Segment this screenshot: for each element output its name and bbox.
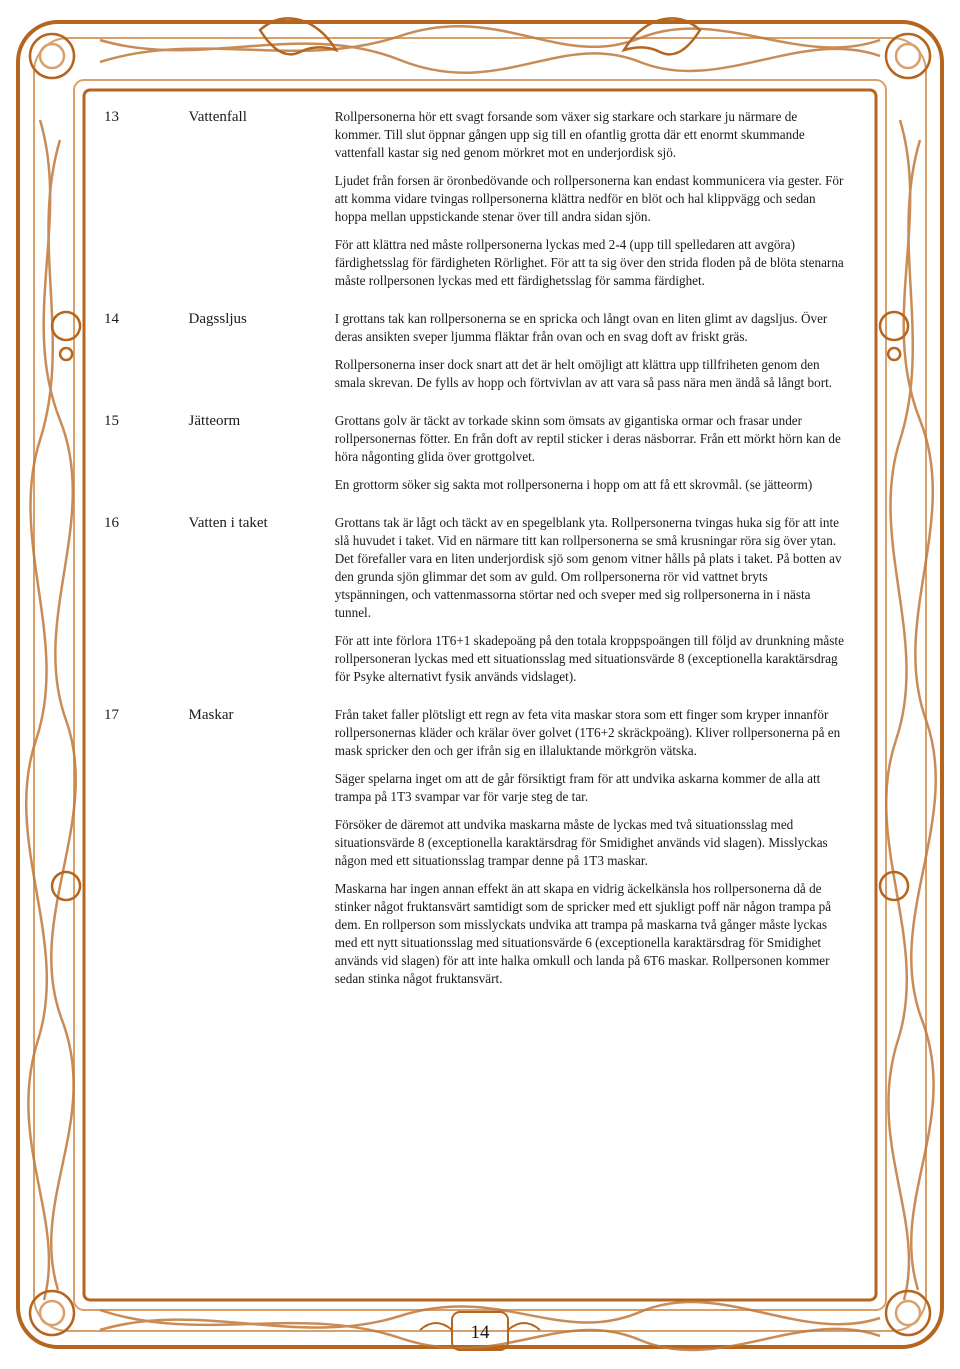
entry-description	[335, 310, 844, 392]
entry-number: 15	[104, 413, 119, 429]
table-row-14	[104, 310, 844, 392]
entry-number: 17	[104, 707, 119, 723]
entry-number: 14	[104, 311, 119, 327]
paragraph: Ljudet från forsen är öronbedövande och rollpersonerna kan endast kommunicera via gester. För att komma vidare tvingas rollpersonerna klättra nedför en blöt och hal klippvägg och sedan hoppa mellan uppstickande stenar över till andra sidan sjön.	[334, 173, 844, 224]
entry-number: 13	[104, 109, 119, 125]
paragraph: Rollpersonerna inser dock snart att det är helt omöjligt att klättra upp tillfriheten genom den smala skrevan. De fylls av hopp och förtvivlan av att vara så pass nära men ändå så långt bort.	[334, 357, 833, 390]
entry-description	[335, 514, 844, 686]
paragraph: För att klättra ned måste rollpersonerna lyckas med 2-4 (upp till spelledaren att avgöra) färdighetsslag för färdigheten Rörlighet. För att ta sig över den strida floden på de blöta stenarna måste rollpersonen lyckas med ett färdighetsslag för samma färdighet.	[334, 237, 844, 288]
paragraph: För att inte förlora 1T6+1 skadepoäng på den totala kroppspoängen till följd av drunkning måste rollpersoneran lyckas med ett situationsslag med situationsvärde 8 (exceptionella karaktärsdrag för Psyke alternativt fysik används vidslaget).	[334, 633, 844, 684]
entry-name: Jätteorm	[188, 413, 241, 429]
entry-name: Maskar	[188, 707, 234, 723]
table-row-17	[104, 706, 844, 988]
paragraph: Säger spelarna inget om att de går försiktigt fram för att undvika askarna kommer de alla att trampa på 1T3 svampar var för varje steg de tar.	[334, 771, 821, 804]
paragraph: En grottorm söker sig sakta mot rollpersonerna i hopp om att få ett skrovmål. (se jätteorm)	[334, 477, 813, 492]
entry-name: Vatten i taket	[188, 515, 268, 531]
table-row-15	[104, 412, 844, 494]
entry-description	[335, 706, 844, 988]
entry-name: Vattenfall	[188, 109, 247, 125]
paragraph: Maskarna har ingen annan effekt än att skapa en vidrig äckelkänsla hos rollpersonerna då de stinker något fruktansvärt samtidigt som de spricker med ett sjukligt poff när någon trampa på dem. En rollperson som misslyckats undvika att trampa på maskarna två gånger måste lyckas med ett nytt situationsslag med situationsvärde 6 (exceptionella karaktärsdrag för Smidighet används vid slagen) för att inte halka omkull och landa på 6T6 maskar. Rollpersonen kommer sedan stinka något fruktansvärt.	[334, 881, 832, 986]
table-row-16	[104, 514, 844, 686]
paragraph: I grottans tak kan rollpersonerna se en spricka och långt ovan en liten glimt av dagsljus. Över deras ansikten sveper ljumma fläktar från ovan och en svag doft av friskt gräs.	[334, 311, 828, 344]
page-number: 14	[470, 1322, 490, 1343]
entry-description	[335, 108, 844, 290]
paragraph: Från taket faller plötsligt ett regn av feta vita maskar stora som ett finger som kryper innanför rollpersonernas kläder och krälar över golvet (1T6+2 skräckpoäng). Kliver rollpersonerna på en mask spricker den och ger ifrån sig en illaluktande mörkgrön vätska.	[334, 707, 841, 758]
paragraph: Försöker de däremot att undvika maskarna måste de lyckas med två situationsslag med situationsvärde 8 (exceptionella karaktärsdrag för Smidighet används vid slagen). Misslyckas någon med ett situationsslag trampar denne på 1T3 maskar.	[334, 817, 828, 868]
paragraph: Rollpersonerna hör ett svagt forsande som växer sig starkare och starkare ju närmare de kommer. Till slut öppnar gången upp sig till en ofantlig grotta där ett enormt skummande vattenfall kastar sig ned genom mörkret mot en underjordisk sjö.	[334, 109, 805, 160]
table-row-13	[104, 108, 844, 290]
paragraph: Grottans golv är täckt av torkade skinn som ömsats av gigantiska ormar och frasar under rollpersonernas fötter. En från doft av reptil sticker i deras näsborrar. Från ett mörkt hörn kan de höra någonting glida över grottgolvet.	[334, 413, 841, 464]
entry-description	[335, 412, 844, 494]
entry-number: 16	[104, 515, 119, 531]
room-table	[104, 108, 844, 1008]
entry-name: Dagssljus	[188, 311, 247, 327]
paragraph: Grottans tak är lågt och täckt av en spegelblank yta. Rollpersonerna tvingas huka sig för att inte slå huvudet i taket. Vid en närmare titt kan rollpersonerna se små krusningar röra sig över ytan. Det förefaller vara en liten underjordisk sjö som genom vitner hålls på plats i taket. På botten av den grunda sjön glimmar det som av guld. Om rollpersonerna rör vid vattnet bryts ytspänningen, och vattenmassorna störtar ned och sveper med sig rollpersonerna in i nästa tunnel.	[334, 515, 842, 620]
